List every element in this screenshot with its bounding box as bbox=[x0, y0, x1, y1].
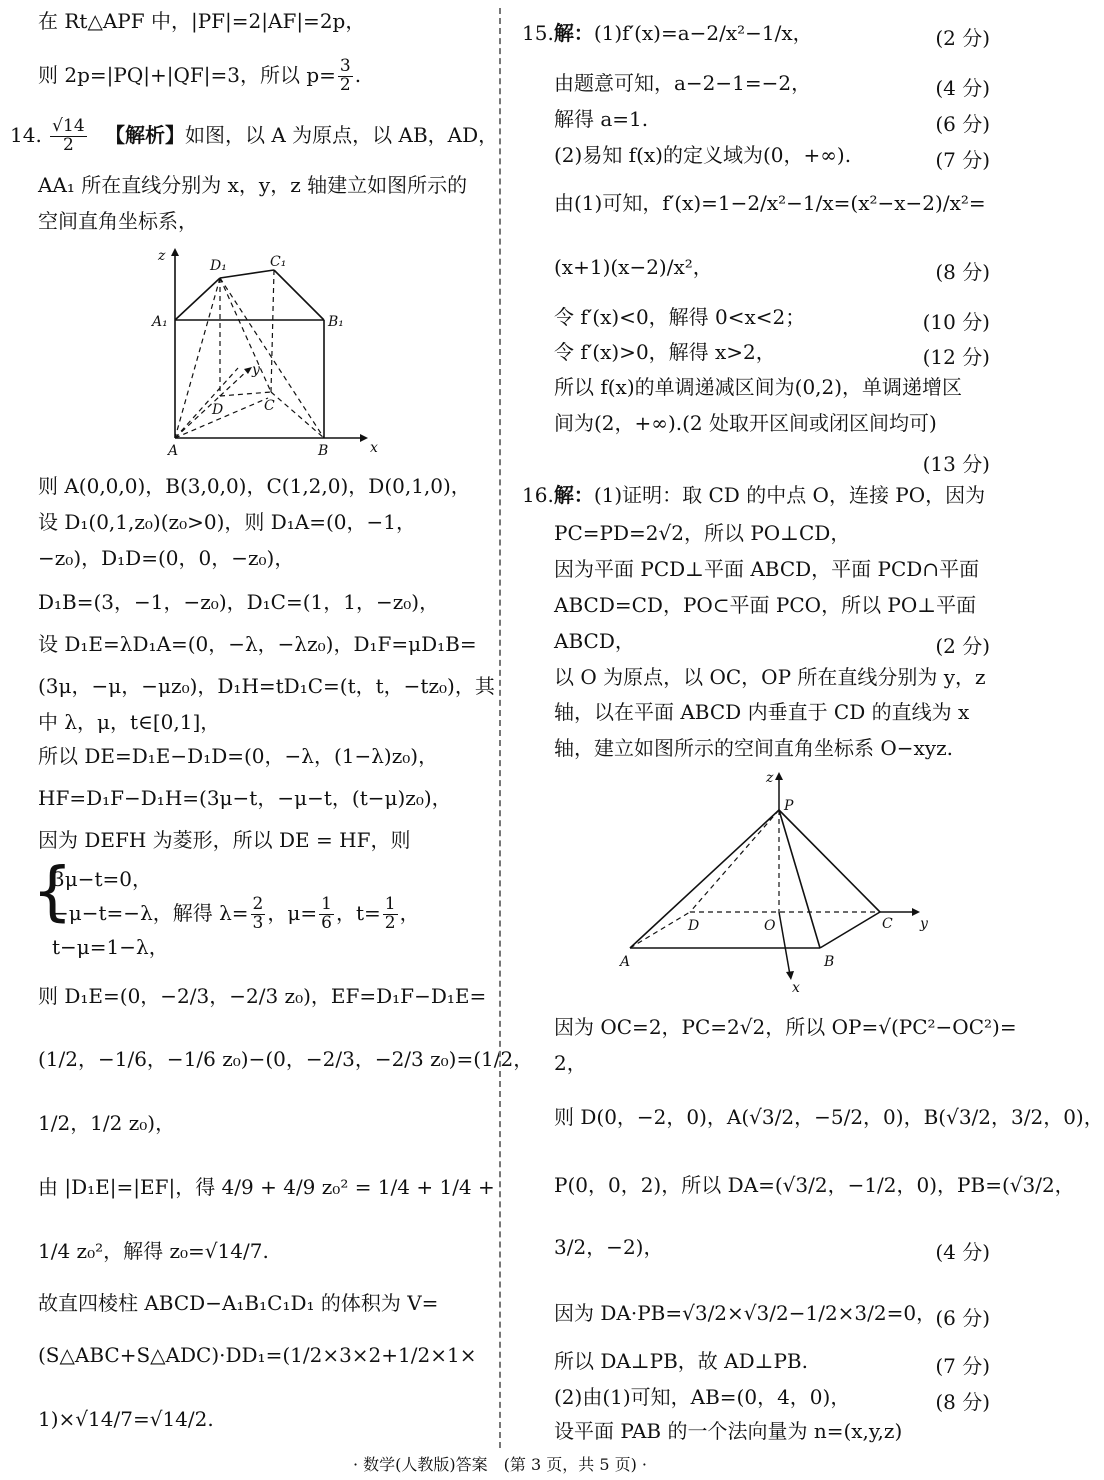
question-number: 16. bbox=[522, 483, 554, 507]
axis-label-y: y bbox=[252, 362, 260, 378]
pyramid-figure bbox=[610, 770, 940, 995]
text-line: −z₀)，D₁D=(0，0，−z₀)， bbox=[38, 546, 295, 570]
score-points: (4 分) bbox=[935, 76, 990, 100]
text-line: (2)由(1)可知，AB=(0，4，0)， bbox=[554, 1385, 851, 1409]
point-label-B: B bbox=[824, 954, 835, 970]
text-line: 间为(2，+∞).(2 处取开区间或闭区间均可) bbox=[554, 411, 937, 435]
text-line: PC=PD=2√2，所以 PO⊥CD， bbox=[554, 521, 851, 545]
answer-fraction: $\frac{√14}{2}$ bbox=[52, 116, 85, 155]
score-points: (7 分) bbox=[935, 148, 990, 172]
text-line: ABCD， bbox=[554, 629, 635, 653]
axis-label-z: z bbox=[766, 770, 774, 786]
axis-label-z: z bbox=[158, 248, 166, 264]
text-line: (3μ，−μ，−μz₀)，D₁H=tD₁C=(t，t，−tz₀)，其 bbox=[38, 674, 495, 698]
text-line: (S△ABC+S△ADC)·DD₁=(1/2×3×2+1/2×1× bbox=[38, 1343, 477, 1367]
text-line: (2)易知 f(x)的定义域为(0，+∞). bbox=[554, 143, 852, 167]
point-label-C1: C₁ bbox=[270, 254, 287, 270]
text-line: 1)×√14/7=√14/2. bbox=[38, 1407, 214, 1431]
point-label-B1: B₁ bbox=[328, 314, 344, 330]
text-line: 设平面 PAB 的一个法向量为 n=(x,y,z) bbox=[554, 1419, 903, 1443]
text-line: 轴，以在平面 ABCD 内垂直于 CD 的直线为 x bbox=[554, 700, 970, 724]
text-line: D₁B=(3，−1，−z₀)，D₁C=(1，1，−z₀)， bbox=[38, 590, 440, 614]
text-line: 设 D₁E=λD₁A=(0，−λ，−λz₀)，D₁F=μD₁B= bbox=[38, 632, 477, 656]
text-line: 所以 f(x)的单调递减区间为(0,2)，单调递增区 bbox=[554, 375, 963, 399]
score-points: (8 分) bbox=[935, 260, 990, 284]
point-label-A1: A₁ bbox=[152, 314, 168, 330]
text-line: 由 |D₁E|=|EF|，得 4/9 + 4/9 z₀² = 1/4 + 1/4 + bbox=[38, 1175, 495, 1199]
text-line: 1/2，1/2 z₀)， bbox=[38, 1111, 176, 1135]
text-line: 则 D₁E=(0，−2/3，−2/3 z₀)，EF=D₁F−D₁E= bbox=[38, 984, 487, 1008]
score-points: (2 分) bbox=[935, 634, 990, 658]
text-line: 以 O 为原点，以 OC，OP 所在直线分别为 y，z bbox=[554, 665, 986, 689]
text-line: AA₁ 所在直线分别为 x，y，z 轴建立如图所示的 bbox=[38, 173, 468, 197]
point-label-P: P bbox=[784, 798, 794, 814]
prism-figure bbox=[148, 248, 408, 460]
point-label-A: A bbox=[168, 443, 179, 459]
point-label-D: D bbox=[212, 402, 224, 418]
point-label-B: B bbox=[318, 443, 329, 459]
text-line: 在 Rt△APF 中，|PF|=2|AF|=2p， bbox=[38, 9, 366, 33]
text-line: 因为 DA·PB=√3/2×√3/2−1/2×3/2=0， bbox=[554, 1301, 937, 1325]
text-line: 中 λ，μ，t∈[0,1]， bbox=[38, 710, 221, 734]
equation-line: 3μ−t=0， bbox=[52, 867, 152, 891]
text-line: 则 A(0,0,0)，B(3,0,0)，C(1,2,0)，D(0,1,0)， bbox=[38, 474, 471, 498]
text-line: 设 D₁(0,1,z₀)(z₀>0)，则 D₁A=(0，−1， bbox=[38, 510, 416, 534]
text-line: 所以 DE=D₁E−D₁D=(0，−λ，(1−λ)z₀)， bbox=[38, 744, 439, 768]
question-15-header: 15.解：(1)f′(x)=a−2/x²−1/x， bbox=[522, 21, 813, 45]
text-line: 1/4 z₀²，解得 z₀=√14/7. bbox=[38, 1239, 269, 1263]
point-label-A: A bbox=[620, 954, 631, 970]
point-label-D: D bbox=[688, 918, 700, 934]
point-label-D1: D₁ bbox=[210, 258, 227, 274]
score-points: (13 分) bbox=[922, 452, 990, 476]
score-points: (12 分) bbox=[922, 345, 990, 369]
equation-line: t−μ=1−λ， bbox=[52, 935, 169, 959]
axis-label-x: x bbox=[792, 980, 800, 996]
score-points: (8 分) bbox=[935, 1390, 990, 1414]
text-line: 令 f′(x)<0，解得 0<x<2； bbox=[554, 305, 806, 329]
text-line: 2， bbox=[554, 1051, 587, 1075]
text-line: 则 2p=|PQ|+|QF|=3，所以 p= $\frac{3}{2}$ . bbox=[38, 56, 362, 95]
score-points: (6 分) bbox=[935, 1306, 990, 1330]
text-line: 因为 DEFH 为菱形，所以 DE = HF，则 bbox=[38, 828, 411, 852]
text-line: 空间直角坐标系， bbox=[38, 209, 198, 233]
text-line: 由(1)可知，f′(x)=1−2/x²−1/x=(x²−x−2)/x²= bbox=[554, 191, 986, 215]
score-points: (7 分) bbox=[935, 1354, 990, 1378]
question-16-header: 16.解：(1)证明：取 CD 的中点 O，连接 PO，因为 bbox=[522, 483, 986, 507]
text-line: (x+1)(x−2)/x²， bbox=[554, 255, 713, 279]
text-line: 由题意可知，a−2−1=−2， bbox=[554, 71, 812, 95]
point-label-C: C bbox=[264, 398, 275, 414]
text-line: P(0，0，2)，所以 DA=(√3/2，−1/2，0)，PB=(√3/2， bbox=[554, 1173, 1075, 1197]
text-line: 因为平面 PCD⊥平面 ABCD，平面 PCD∩平面 bbox=[554, 557, 980, 581]
equation-line: −μ−t=−λ，解得 λ= $\frac{2}{3}$ ，μ= $\frac{1}{6}$ ，t= $\frac{1}{2}$ ， bbox=[52, 894, 420, 933]
text-line: 因为 OC=2，PC=2√2，所以 OP=√(PC²−OC²)= bbox=[554, 1015, 1017, 1039]
column-divider bbox=[499, 8, 501, 1448]
question-number: 15. bbox=[522, 21, 554, 45]
page-footer: · 数学(人教版)答案 (第 3 页，共 5 页) · bbox=[352, 1455, 648, 1474]
text-line: 3/2，−2)， bbox=[554, 1235, 664, 1259]
score-points: (6 分) bbox=[935, 112, 990, 136]
point-label-O: O bbox=[764, 918, 776, 934]
question-number: 14. bbox=[10, 122, 42, 147]
equation-brace: { bbox=[32, 855, 73, 929]
axis-label-y: y bbox=[920, 916, 928, 932]
score-points: (2 分) bbox=[935, 26, 990, 50]
point-label-C: C bbox=[882, 916, 893, 932]
analysis-tag: 【解析】 bbox=[105, 122, 185, 147]
text-line: 解得 a=1. bbox=[554, 107, 649, 131]
text-line: 令 f′(x)>0，解得 x>2， bbox=[554, 340, 776, 364]
text-line: 则 D(0，−2，0)，A(√3/2，−5/2，0)，B(√3/2，3/2，0)， bbox=[554, 1105, 1104, 1129]
score-points: (4 分) bbox=[935, 1240, 990, 1264]
text-line: 故直四棱柱 ABCD−A₁B₁C₁D₁ 的体积为 V= bbox=[38, 1291, 439, 1315]
question-14-header: 14. $\frac{√14}{2}$ 【解析】如图，以 A 为原点，以 AB，AD， bbox=[10, 116, 499, 155]
text-line: ABCD=CD，PO⊂平面 PCO，所以 PO⊥平面 bbox=[554, 593, 977, 617]
text-line: (1/2，−1/6，−1/6 z₀)−(0，−2/3，−2/3 z₀)=(1/2， bbox=[38, 1047, 534, 1071]
text-line: 所以 DA⊥PB，故 AD⊥PB. bbox=[554, 1349, 808, 1373]
text-line: HF=D₁F−D₁H=(3μ−t，−μ−t，(t−μ)z₀)， bbox=[38, 786, 452, 810]
text-line: 轴，建立如图所示的空间直角坐标系 O−xyz. bbox=[554, 736, 953, 760]
axis-label-x: x bbox=[370, 440, 378, 456]
score-points: (10 分) bbox=[922, 310, 990, 334]
